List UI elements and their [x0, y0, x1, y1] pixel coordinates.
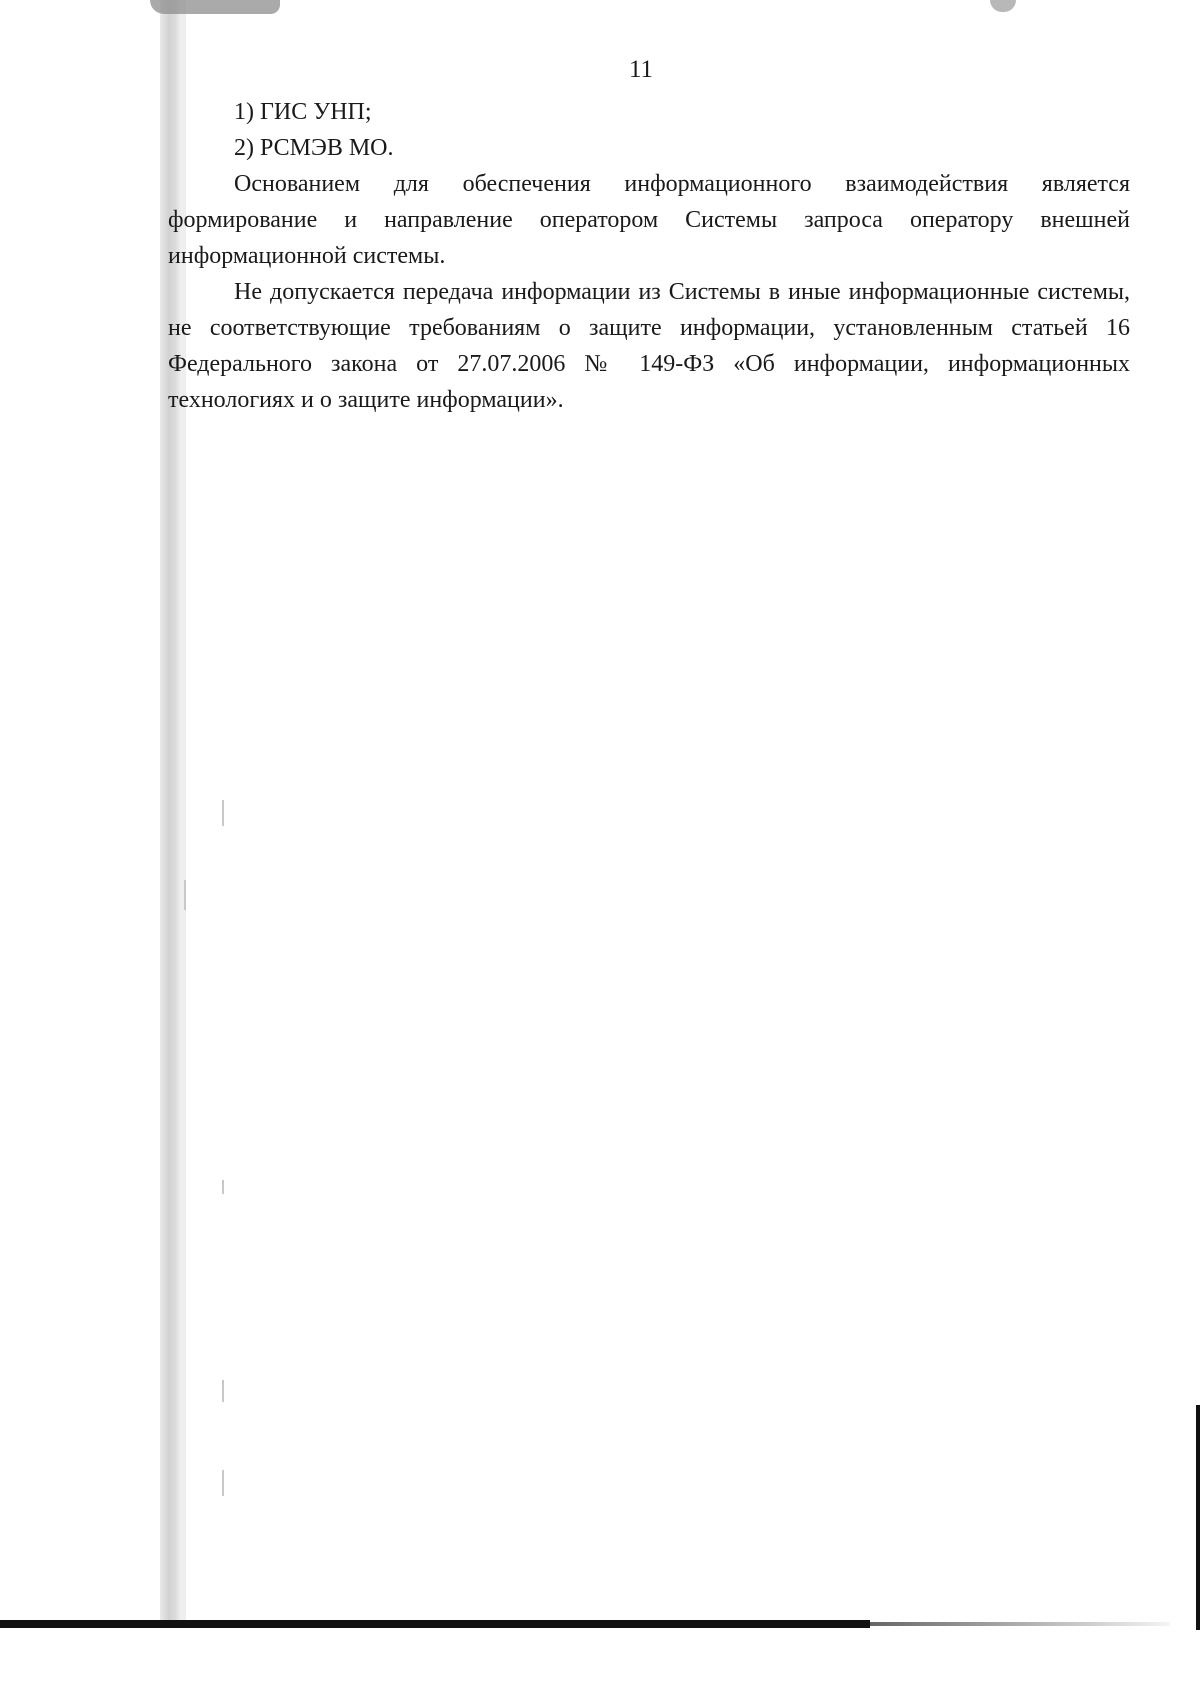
- scan-tick: [222, 1180, 224, 1194]
- scan-tick: [222, 800, 224, 826]
- paragraph-interaction-basis: Основанием для обеспечения информационного взаимодействия является формирование и направление оператором Системы запроса оператору внешней информационной системы.: [168, 171, 1130, 269]
- scan-bottom-edge-fade: [870, 1622, 1170, 1626]
- body-text: [168, 94, 1130, 418]
- scan-tick: [184, 880, 186, 910]
- scan-top-smudge: [150, 0, 280, 14]
- list-item: 2) РСМЭВ МО.: [234, 135, 394, 161]
- scan-bottom-edge-line: [0, 1620, 870, 1628]
- scan-tick: [222, 1380, 224, 1402]
- scan-tick: [222, 1470, 224, 1496]
- scan-right-edge-line: [1196, 1405, 1200, 1630]
- list-item: 1) ГИС УНП;: [234, 99, 372, 125]
- paragraph-transfer-restriction: Не допускается передача информации из Системы в иные информационные системы, не соответствующие требованиям о защите информации, установленным статьей 16 Федерального закона от 27.07.2006 № 149-ФЗ «Об информации, информационных технологиях и о защите информации».: [168, 279, 1130, 413]
- scan-top-smudge-right: [990, 0, 1016, 12]
- page-number: 11: [628, 56, 654, 83]
